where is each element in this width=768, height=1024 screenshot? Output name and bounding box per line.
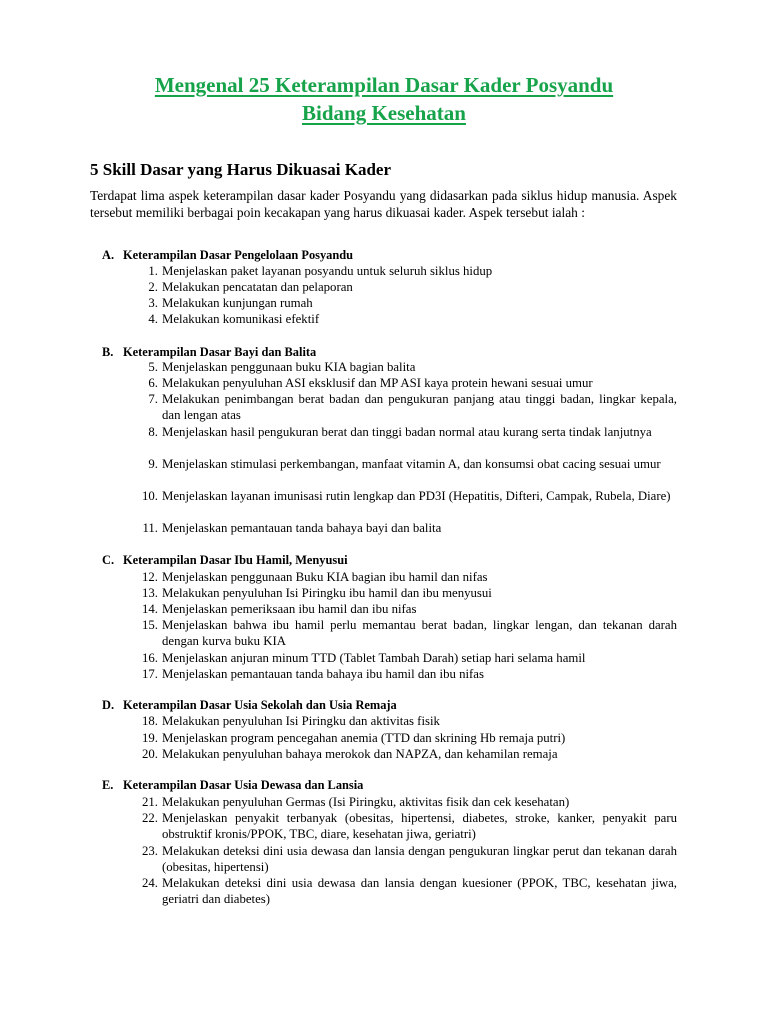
item-number: 8. <box>148 425 158 439</box>
item-number: 22. <box>142 811 158 825</box>
item-number: 13. <box>142 586 158 600</box>
list-item <box>130 794 677 810</box>
item-number: 24. <box>142 876 158 890</box>
section-heading-d <box>102 698 397 713</box>
item-number: 4. <box>148 312 158 326</box>
list-item <box>130 875 677 907</box>
item-text: Melakukan pencatatan dan pelaporan <box>162 280 353 294</box>
section-letter: C. <box>102 553 115 567</box>
item-text: Melakukan deteksi dini usia dewasa dan lansia dengan pengukuran lingkar perut dan tekanan darah (obesitas, hipertensi) <box>162 844 677 874</box>
list-item <box>130 488 677 504</box>
section-heading-c <box>102 553 348 568</box>
section-letter: D. <box>102 698 115 712</box>
section-heading-text: Keterampilan Dasar Usia Sekolah dan Usia Remaja <box>123 698 397 712</box>
item-text: Menjelaskan penyakit terbanyak (obesitas, hipertensi, diabetes, stroke, kanker, penyakit paru obstruktif kronis/PPOK, TBC, diare, kesehatan jiwa, geriatri) <box>162 811 677 841</box>
item-number: 9. <box>148 457 158 471</box>
item-text: Menjelaskan pemeriksaan ibu hamil dan ibu nifas <box>162 602 417 616</box>
item-number: 10. <box>142 489 158 503</box>
item-text: Menjelaskan program pencegahan anemia (TTD dan skrining Hb remaja putri) <box>162 731 566 745</box>
section-heading-e <box>102 778 363 793</box>
list-item <box>130 650 677 666</box>
section-heading-text: Keterampilan Dasar Usia Dewasa dan Lansia <box>123 778 364 792</box>
item-number: 16. <box>142 651 158 665</box>
list-item <box>130 585 677 601</box>
list-item <box>130 391 677 423</box>
item-text: Menjelaskan pemantauan tanda bahaya ibu hamil dan ibu nifas <box>162 667 484 681</box>
item-number: 12. <box>142 570 158 584</box>
item-number: 1. <box>148 264 158 278</box>
list-item <box>130 843 677 875</box>
item-text: Melakukan komunikasi efektif <box>162 312 320 326</box>
list-item <box>130 311 677 327</box>
item-number: 2. <box>148 280 158 294</box>
item-text: Menjelaskan penggunaan Buku KIA bagian ibu hamil dan nifas <box>162 570 488 584</box>
title-line-1: Mengenal 25 Keterampilan Dasar Kader Posyandu <box>154 73 614 97</box>
item-number: 3. <box>148 296 158 310</box>
title-line-2: Bidang Kesehatan <box>302 101 466 125</box>
list-item <box>130 263 677 279</box>
list-item <box>130 730 677 746</box>
item-text: Menjelaskan stimulasi perkembangan, manfaat vitamin A, dan konsumsi obat cacing sesuai umur <box>162 457 661 471</box>
section-letter: B. <box>102 345 114 359</box>
section-heading-text: Keterampilan Dasar Pengelolaan Posyandu <box>123 248 354 262</box>
section-subtitle: 5 Skill Dasar yang Harus Dikuasai Kader <box>90 160 392 179</box>
section-letter: E. <box>102 778 114 792</box>
item-text: Menjelaskan penggunaan buku KIA bagian balita <box>162 360 416 374</box>
list-item <box>130 520 677 536</box>
section-letter: A. <box>102 248 115 262</box>
list-item <box>130 666 677 682</box>
item-text: Menjelaskan bahwa ibu hamil perlu memantau berat badan, lingkar lengan, dan tekanan darah dengan kurva buku KIA <box>162 618 677 648</box>
list-item <box>130 746 677 762</box>
item-text: Melakukan kunjungan rumah <box>162 296 313 310</box>
section-heading-b <box>102 345 316 360</box>
list-item <box>130 713 677 729</box>
list-item <box>130 359 677 375</box>
item-number: 11. <box>142 521 158 535</box>
list-item <box>130 617 677 649</box>
item-number: 20. <box>142 747 158 761</box>
item-text: Menjelaskan layanan imunisasi rutin lengkap dan PD3I (Hepatitis, Difteri, Campak, Rubela, Diare) <box>162 489 671 503</box>
list-item <box>130 569 677 585</box>
item-number: 21. <box>142 795 158 809</box>
list-item <box>130 279 677 295</box>
item-number: 17. <box>142 667 158 681</box>
item-number: 18. <box>142 714 158 728</box>
item-text: Melakukan penyuluhan Isi Piringku ibu hamil dan ibu menyusui <box>162 586 492 600</box>
item-text: Menjelaskan pemantauan tanda bahaya bayi dan balita <box>162 521 442 535</box>
list-item <box>130 424 677 440</box>
item-text: Menjelaskan anjuran minum TTD (Tablet Tambah Darah) setiap hari selama hamil <box>162 651 586 665</box>
list-item <box>130 810 677 842</box>
item-text: Melakukan penimbangan berat badan dan pengukuran panjang atau tinggi badan, lingkar kepala, dan lengan atas <box>162 392 677 422</box>
section-heading-text: Keterampilan Dasar Ibu Hamil, Menyusui <box>123 553 348 567</box>
item-number: 5. <box>148 360 158 374</box>
item-text: Menjelaskan hasil pengukuran berat dan tinggi badan normal atau kurang serta tindak lanjutnya <box>162 425 652 439</box>
item-text: Menjelaskan paket layanan posyandu untuk seluruh siklus hidup <box>162 264 493 278</box>
item-number: 19. <box>142 731 158 745</box>
list-item <box>130 375 677 391</box>
list-item <box>130 456 677 472</box>
section-heading-a <box>102 248 353 263</box>
item-text: Melakukan deteksi dini usia dewasa dan lansia dengan kuesioner (PPOK, TBC, kesehatan jiwa, geriatri dan diabetes) <box>162 876 677 906</box>
item-number: 23. <box>142 844 158 858</box>
intro-paragraph: Terdapat lima aspek keterampilan dasar kader Posyandu yang didasarkan pada siklus hidup manusia. Aspek tersebut memiliki berbagai poin kecakapan yang harus dikuasai kader. Aspek tersebut ialah : <box>90 188 677 220</box>
item-text: Melakukan penyuluhan Germas (Isi Piringku, aktivitas fisik dan cek kesehatan) <box>162 795 570 809</box>
item-text: Melakukan penyuluhan Isi Piringku dan aktivitas fisik <box>162 714 440 728</box>
document-title <box>0 71 768 127</box>
item-text: Melakukan penyuluhan ASI eksklusif dan MP ASI kaya protein hewani sesuai umur <box>162 376 593 390</box>
item-number: 7. <box>148 392 158 406</box>
section-heading-text: Keterampilan Dasar Bayi dan Balita <box>123 345 317 359</box>
item-number: 14. <box>142 602 158 616</box>
list-item <box>130 601 677 617</box>
item-text: Melakukan penyuluhan bahaya merokok dan NAPZA, dan kehamilan remaja <box>162 747 558 761</box>
item-number: 15. <box>142 618 158 632</box>
item-number: 6. <box>148 376 158 390</box>
list-item <box>130 295 677 311</box>
